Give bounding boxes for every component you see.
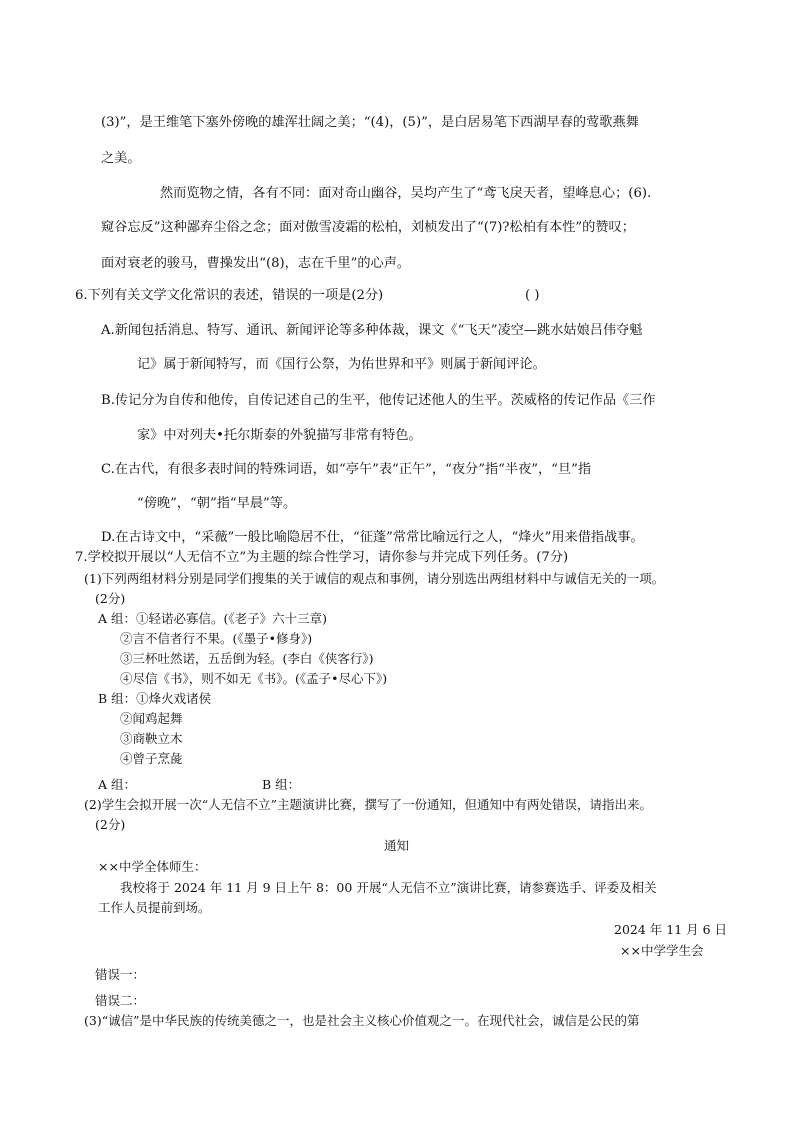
notice-date: 2024 年 11 月 6 日 xyxy=(614,922,728,937)
q6-stem: 6.下列有关文学文化常识的表述，错误的一项是(2分) xyxy=(75,288,384,303)
q7-part-1-score: (2分) xyxy=(95,591,126,606)
q6-option-c-line-1: C.在古代，有很多表时间的特殊词语，如“亭午”表“正午”，“夜分”指“半夜”，“旦”指 xyxy=(101,462,592,477)
group-b-item-2: ②闻鸡起舞 xyxy=(120,711,183,726)
q5-line-2: 之美。 xyxy=(101,151,141,166)
q7-part-2-line-1: (2)学生会拟开展一次“人无信不立”主题演讲比赛，撰写了一份通知，但通知中有两处错误，请指出来。 xyxy=(84,797,652,812)
group-b-item-3: ③商鞅立木 xyxy=(120,731,183,746)
group-a-item-3: ③三杯吐然诺，五岳倒为轻。(李白《侠客行》) xyxy=(120,651,374,666)
notice-title: 通知 xyxy=(384,838,410,853)
q7-part-1-line-1: (1)下列两组材料分别是同学们搜集的关于诚信的观点和事例，请分别选出两组材料中与诚信无关的一项。 xyxy=(84,571,665,586)
q5-line-1: (3)”，是王维笔下塞外傍晚的雄浑壮阔之美；“(4)，(5)”，是白居易笔下西湖早春的莺歌燕舞 xyxy=(101,115,639,130)
q7-part-3-line-1: (3)“诚信”是中华民族的传统美德之一，也是社会主义核心价值观之一。在现代社会，诚信是公民的第 xyxy=(84,1013,640,1028)
error-one-label: 错误一： xyxy=(95,967,146,982)
q6-option-a-line-1: A.新闻包括消息、特写、通讯、新闻评论等多种体裁，课文《“飞天”凌空—跳水姑娘吕伟夺魁 xyxy=(101,323,643,338)
notice-salutation: ××中学全体师生： xyxy=(98,859,207,874)
answer-group-a-label: A 组： xyxy=(98,777,137,792)
error-two-label: 错误二： xyxy=(95,993,146,1008)
notice-signer: ××中学学生会 xyxy=(620,943,704,958)
q6-answer-blank: ( ) xyxy=(525,288,540,303)
group-b-item-4: ④曾子烹彘 xyxy=(120,751,183,766)
notice-body-line-2: 工作人员提前到场。 xyxy=(98,900,211,915)
q5-line-3: 然而览物之情，各有不同：面对奇山幽谷，吴均产生了“鸢飞戾天者，望峰息心；(6). xyxy=(160,186,652,201)
q6-option-d-line-1: D.在古诗文中，“采薇”一般比喻隐居不仕，“征蓬”常常比喻远行之人，“烽火”用来借指战事。 xyxy=(101,530,644,545)
answer-group-b-label: B 组： xyxy=(262,777,301,792)
q6-option-b-line-2: 家》中对列夫•托尔斯泰的外貌描写非常有特色。 xyxy=(137,428,422,443)
q6-option-c-line-2: “傍晚”，“朝”指“早晨”等。 xyxy=(137,496,297,511)
q5-line-5: 面对衰老的骏马，曹操发出“(8)，志在千里”的心声。 xyxy=(101,256,411,271)
q6-option-a-line-2: 记》属于新闻特写，而《国行公祭，为佑世界和平》则属于新闻评论。 xyxy=(137,357,546,372)
group-a-item-1: A 组：①轻诺必寡信。(《老子》六十三章) xyxy=(98,611,328,626)
group-a-item-4: ④尽信《书》，则不如无《书》。(《孟子•尽心下》) xyxy=(120,671,388,686)
q5-line-4: 窥谷忘反”这种鄙弃尘俗之念；面对傲雪凌霜的松柏，刘桢发出了“(7)?松柏有本性”的赞叹； xyxy=(101,220,635,235)
group-b-item-1: B 组：①烽火戏诸侯 xyxy=(98,691,212,706)
group-a-item-2: ②言不信者行不果。(《墨子•修身》) xyxy=(120,631,313,646)
q7-part-2-score: (2分) xyxy=(95,817,126,832)
q7-stem: 7.学校拟开展以“人无信不立”为主题的综合性学习，请你参与并完成下列任务。(7分) xyxy=(75,550,569,565)
q6-option-b-line-1: B.传记分为自传和他传，自传记述自己的生平，他传记述他人的生平。茨威格的传记作品《三作 xyxy=(101,393,656,408)
notice-body-line-1: 我校将于 2024 年 11 月 9 日上午 8：00 开展“人无信不立”演讲比赛，请参赛选手、评委及相关 xyxy=(120,880,657,895)
